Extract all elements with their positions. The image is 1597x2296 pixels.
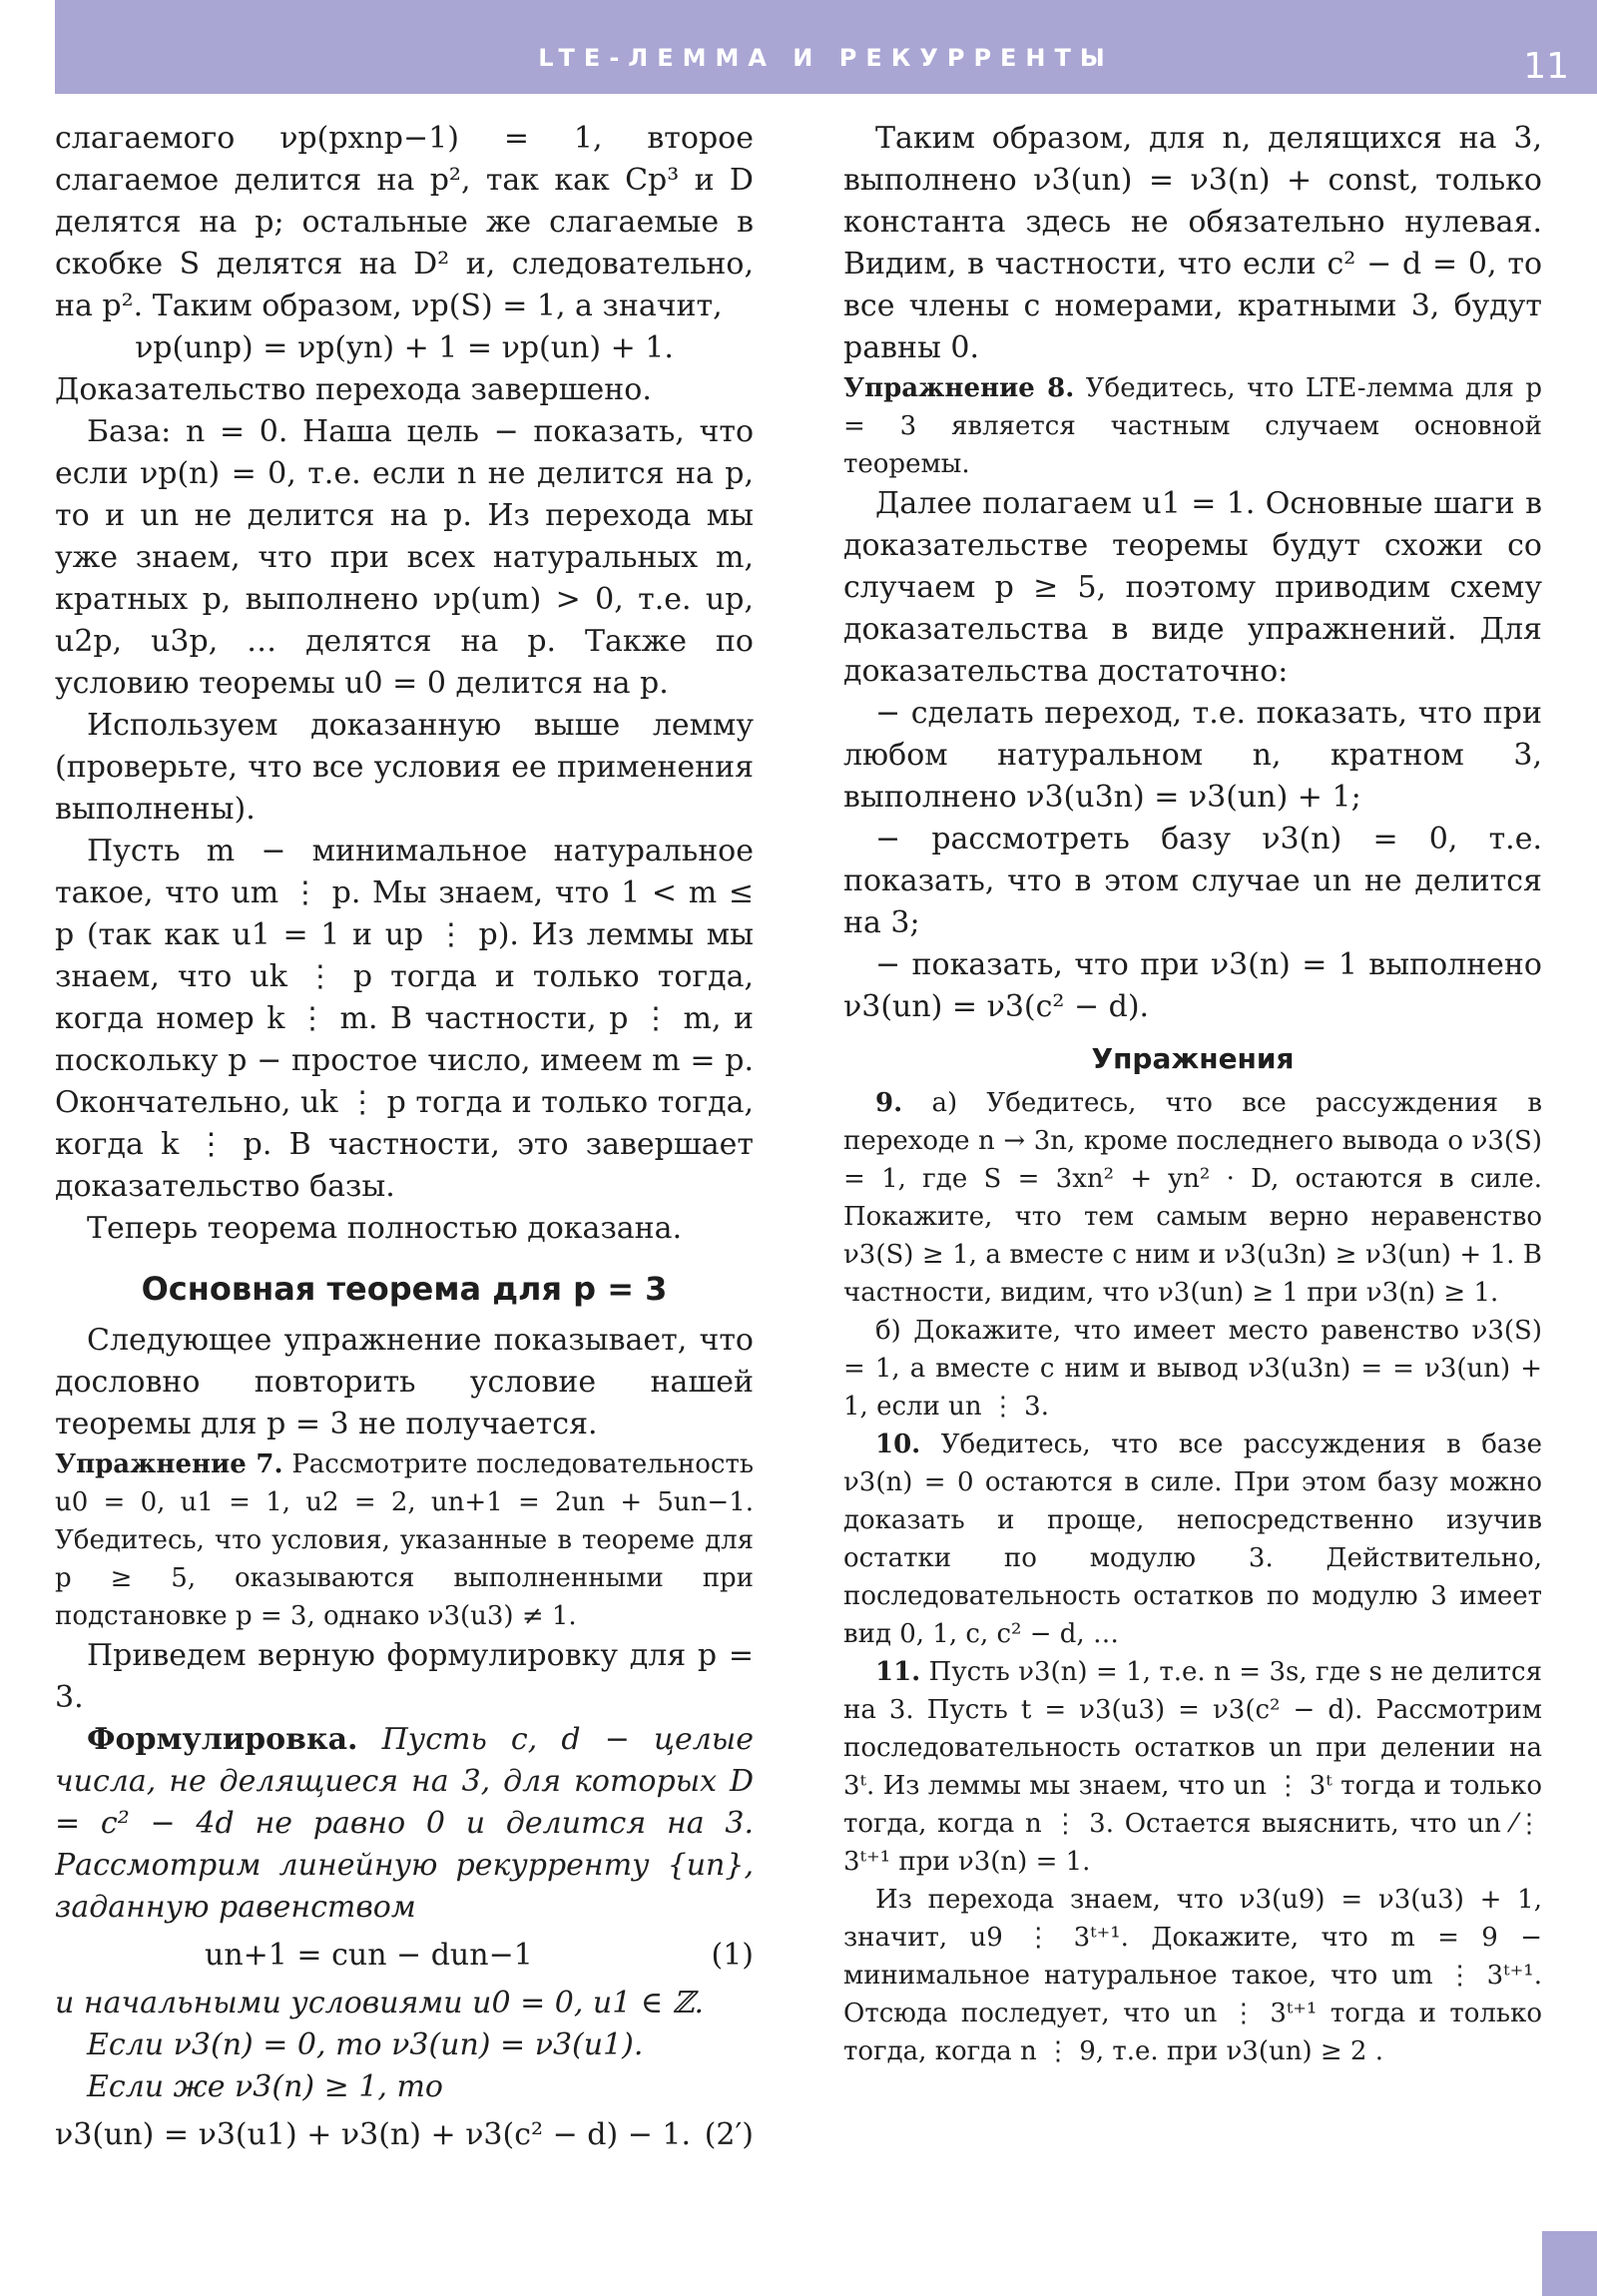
paragraph: Приведем верную формулировку для p = 3. [55, 1638, 754, 1715]
exercise-label: Упражнение 7. [55, 1449, 283, 1479]
exercise-text: Рассмотрите последовательность u0 = 0, u1 = 1, u2 = 2, un+1 = 2un + 5un−1. Убедитесь, что условия, указанные в теореме для p ≥ 5, оказываются выполненными при подстановке p = 3, однако ν3(u3) ≠ 1. [55, 1449, 754, 1631]
exercise-8 [843, 369, 1542, 483]
list-item: − показать, что при ν3(n) = 1 выполнено ν3(un) = ν3(c² − d). [843, 947, 1542, 1024]
paragraph: и начальными условиями u0 = 0, u1 ∈ ℤ. [55, 1986, 705, 2020]
exercise-9a [843, 1084, 1542, 1312]
paragraph: Доказательство перехода завершено. [55, 372, 652, 407]
paragraph: Используем доказанную выше лемму (проверьте, что все условия ее применения выполнены). [55, 708, 754, 827]
page-header [55, 0, 1597, 94]
paragraph: Если ν3(n) = 0, то ν3(un) = ν3(u1). [87, 2027, 644, 2062]
paragraph: Таким образом, для n, делящихся на 3, выполнено ν3(un) = ν3(n) + const, только константа здесь не обязательно нулевая. Видим, в частности, что если c² − d = 0, то все члены с номерами, кратными 3, будут равны 0. [843, 121, 1542, 365]
section-heading: Основная теорема для p = 3 [141, 1270, 668, 1308]
formulation [55, 1719, 754, 1929]
equation: νp(unp) = νp(yn) + 1 = νp(un) + 1. [135, 330, 674, 365]
right-column [843, 118, 1542, 2070]
equation-1 [55, 1929, 754, 1983]
exercise-11 [843, 1653, 1542, 1881]
list-item: − сделать переход, т.е. показать, что при любом натуральном n, кратном 3, выполнено ν3(u3n) = ν3(un) + 1; [843, 696, 1542, 815]
corner-decoration [1542, 2231, 1597, 2296]
paragraph: Если же ν3(n) ≥ 1, то [87, 2069, 443, 2104]
exercise-text: Пусть ν3(n) = 1, т.е. n = 3s, где s не делится на 3. Пусть t = ν3(u3) = ν3(c² − d). Рассмотрим последовательность остатков un при делении на 3ᵗ. Из леммы мы знаем, что un ⋮ 3ᵗ тогда и только тогда, когда n ⋮ 3. Остается выяснить, что un ⁄⋮ 3ᵗ⁺¹ при ν3(n) = 1. [843, 1657, 1542, 1877]
exercises-heading: Упражнения [1091, 1042, 1295, 1075]
exercise-number: 9. [875, 1088, 903, 1118]
exercise-text: Убедитесь, что LTE-лемма для p = 3 является частным случаем основной теоремы. [843, 373, 1542, 479]
exercise-11-continued: Из перехода знаем, что ν3(u9) = ν3(u3) + 1, значит, u9 ⋮ 3ᵗ⁺¹. Докажите, что m = 9 − минимальное натуральное такое, что um ⋮ 3ᵗ⁺¹. Отсюда последует, что un ⋮ 3ᵗ⁺¹ тогда и только тогда, когда n ⋮ 9, т.е. при ν3(un) ≥ 2 . [843, 1885, 1542, 2066]
formulation-label: Формулировка. [87, 1722, 358, 1757]
equation-2prime [55, 2108, 754, 2162]
exercise-number: 11. [875, 1657, 921, 1687]
equation-number: (1) [711, 1938, 754, 1973]
left-column [55, 118, 754, 2162]
list-item: − рассмотреть базу ν3(n) = 0, т.е. показать, что в этом случае un не делится на 3; [843, 822, 1542, 940]
page-number: 11 [1523, 46, 1569, 87]
exercise-text: Убедитесь, что все рассуждения в базе ν3(n) = 0 остаются в силе. При этом базу можно доказать и проще, непосредственно изучив остатки по модулю 3. Действительно, последовательность остатков по модулю 3 имеет вид 0, 1, c, c² − d, … [843, 1430, 1542, 1649]
exercise-7 [55, 1445, 754, 1635]
paragraph: Следующее упражнение показывает, что дословно повторить условие нашей теоремы для p = 3 не получается. [55, 1323, 754, 1441]
paragraph: слагаемого νp(pxnp−1) = 1, второе слагаемое делится на p², так как Cp³ и D делятся на p; остальные же слагаемые в скобке S делятся на D² и, следовательно, на p². Таким образом, νp(S) = 1, а значит, [55, 121, 754, 323]
exercise-label: Упражнение 8. [843, 373, 1075, 403]
paragraph-base: База: n = 0. Наша цель − показать, что если νp(n) = 0, т.е. если n не делится на p, то и un не делится на p. Из перехода мы уже знаем, что при всех натуральных m, кратных p, выполнено νp(um) > 0, т.е. up, u2p, u3p, … делятся на p. Также по условию теоремы u0 = 0 делится на p. [55, 414, 754, 701]
paragraph: Теперь теорема полностью доказана. [87, 1211, 683, 1246]
exercise-9b: б) Докажите, что имеет место равенство ν3(S) = 1, а вместе с ним и вывод ν3(u3n) = = ν3(un) + 1, если un ⋮ 3. [843, 1316, 1542, 1422]
exercise-number: 10. [875, 1430, 921, 1459]
paragraph: Далее полагаем u1 = 1. Основные шаги в доказательстве теоремы будут схожи со случаем p ≥ 5, поэтому приводим схему доказательства в виде упражнений. Для доказательства достаточно: [843, 486, 1542, 689]
paragraph: Пусть m − минимальное натуральное такое, что um ⋮ p. Мы знаем, что 1 < m ≤ p (так как u1 = 1 и up ⋮ p). Из леммы мы знаем, что uk ⋮ p тогда и только тогда, когда номер k ⋮ m. В частности, p ⋮ m, и поскольку p − простое число, имеем m = p. Окончательно, uk ⋮ p тогда и только тогда, когда k ⋮ p. В частности, это завершает доказательство базы. [55, 834, 754, 1204]
equation-number: (2′) [704, 2117, 754, 2152]
formulation-text: Пусть c, d − целые числа, не делящиеся на 3, для которых D = c² − 4d не равно 0 и делится на 3. Рассмотрим линейную рекурренту {un}, заданную равенством [55, 1722, 754, 1925]
running-title: LTE-ЛЕММА И РЕКУРРЕНТЫ [538, 44, 1114, 72]
equation: ν3(un) = ν3(u1) + ν3(n) + ν3(c² − d) − 1. [55, 2117, 692, 2152]
equation: un+1 = cun − dun−1 [205, 1938, 533, 1973]
exercise-text: а) Убедитесь, что все рассуждения в переходе n → 3n, кроме последнего вывода о ν3(S) = 1, где S = 3xn² + yn² · D, остаются в силе. Покажите, что тем самым верно неравенство ν3(S) ≥ 1, а вместе с ним и ν3(u3n) ≥ ν3(un) + 1. В частности, видим, что ν3(un) ≥ 1 при ν3(n) ≥ 1. [843, 1088, 1542, 1308]
exercise-10 [843, 1426, 1542, 1653]
